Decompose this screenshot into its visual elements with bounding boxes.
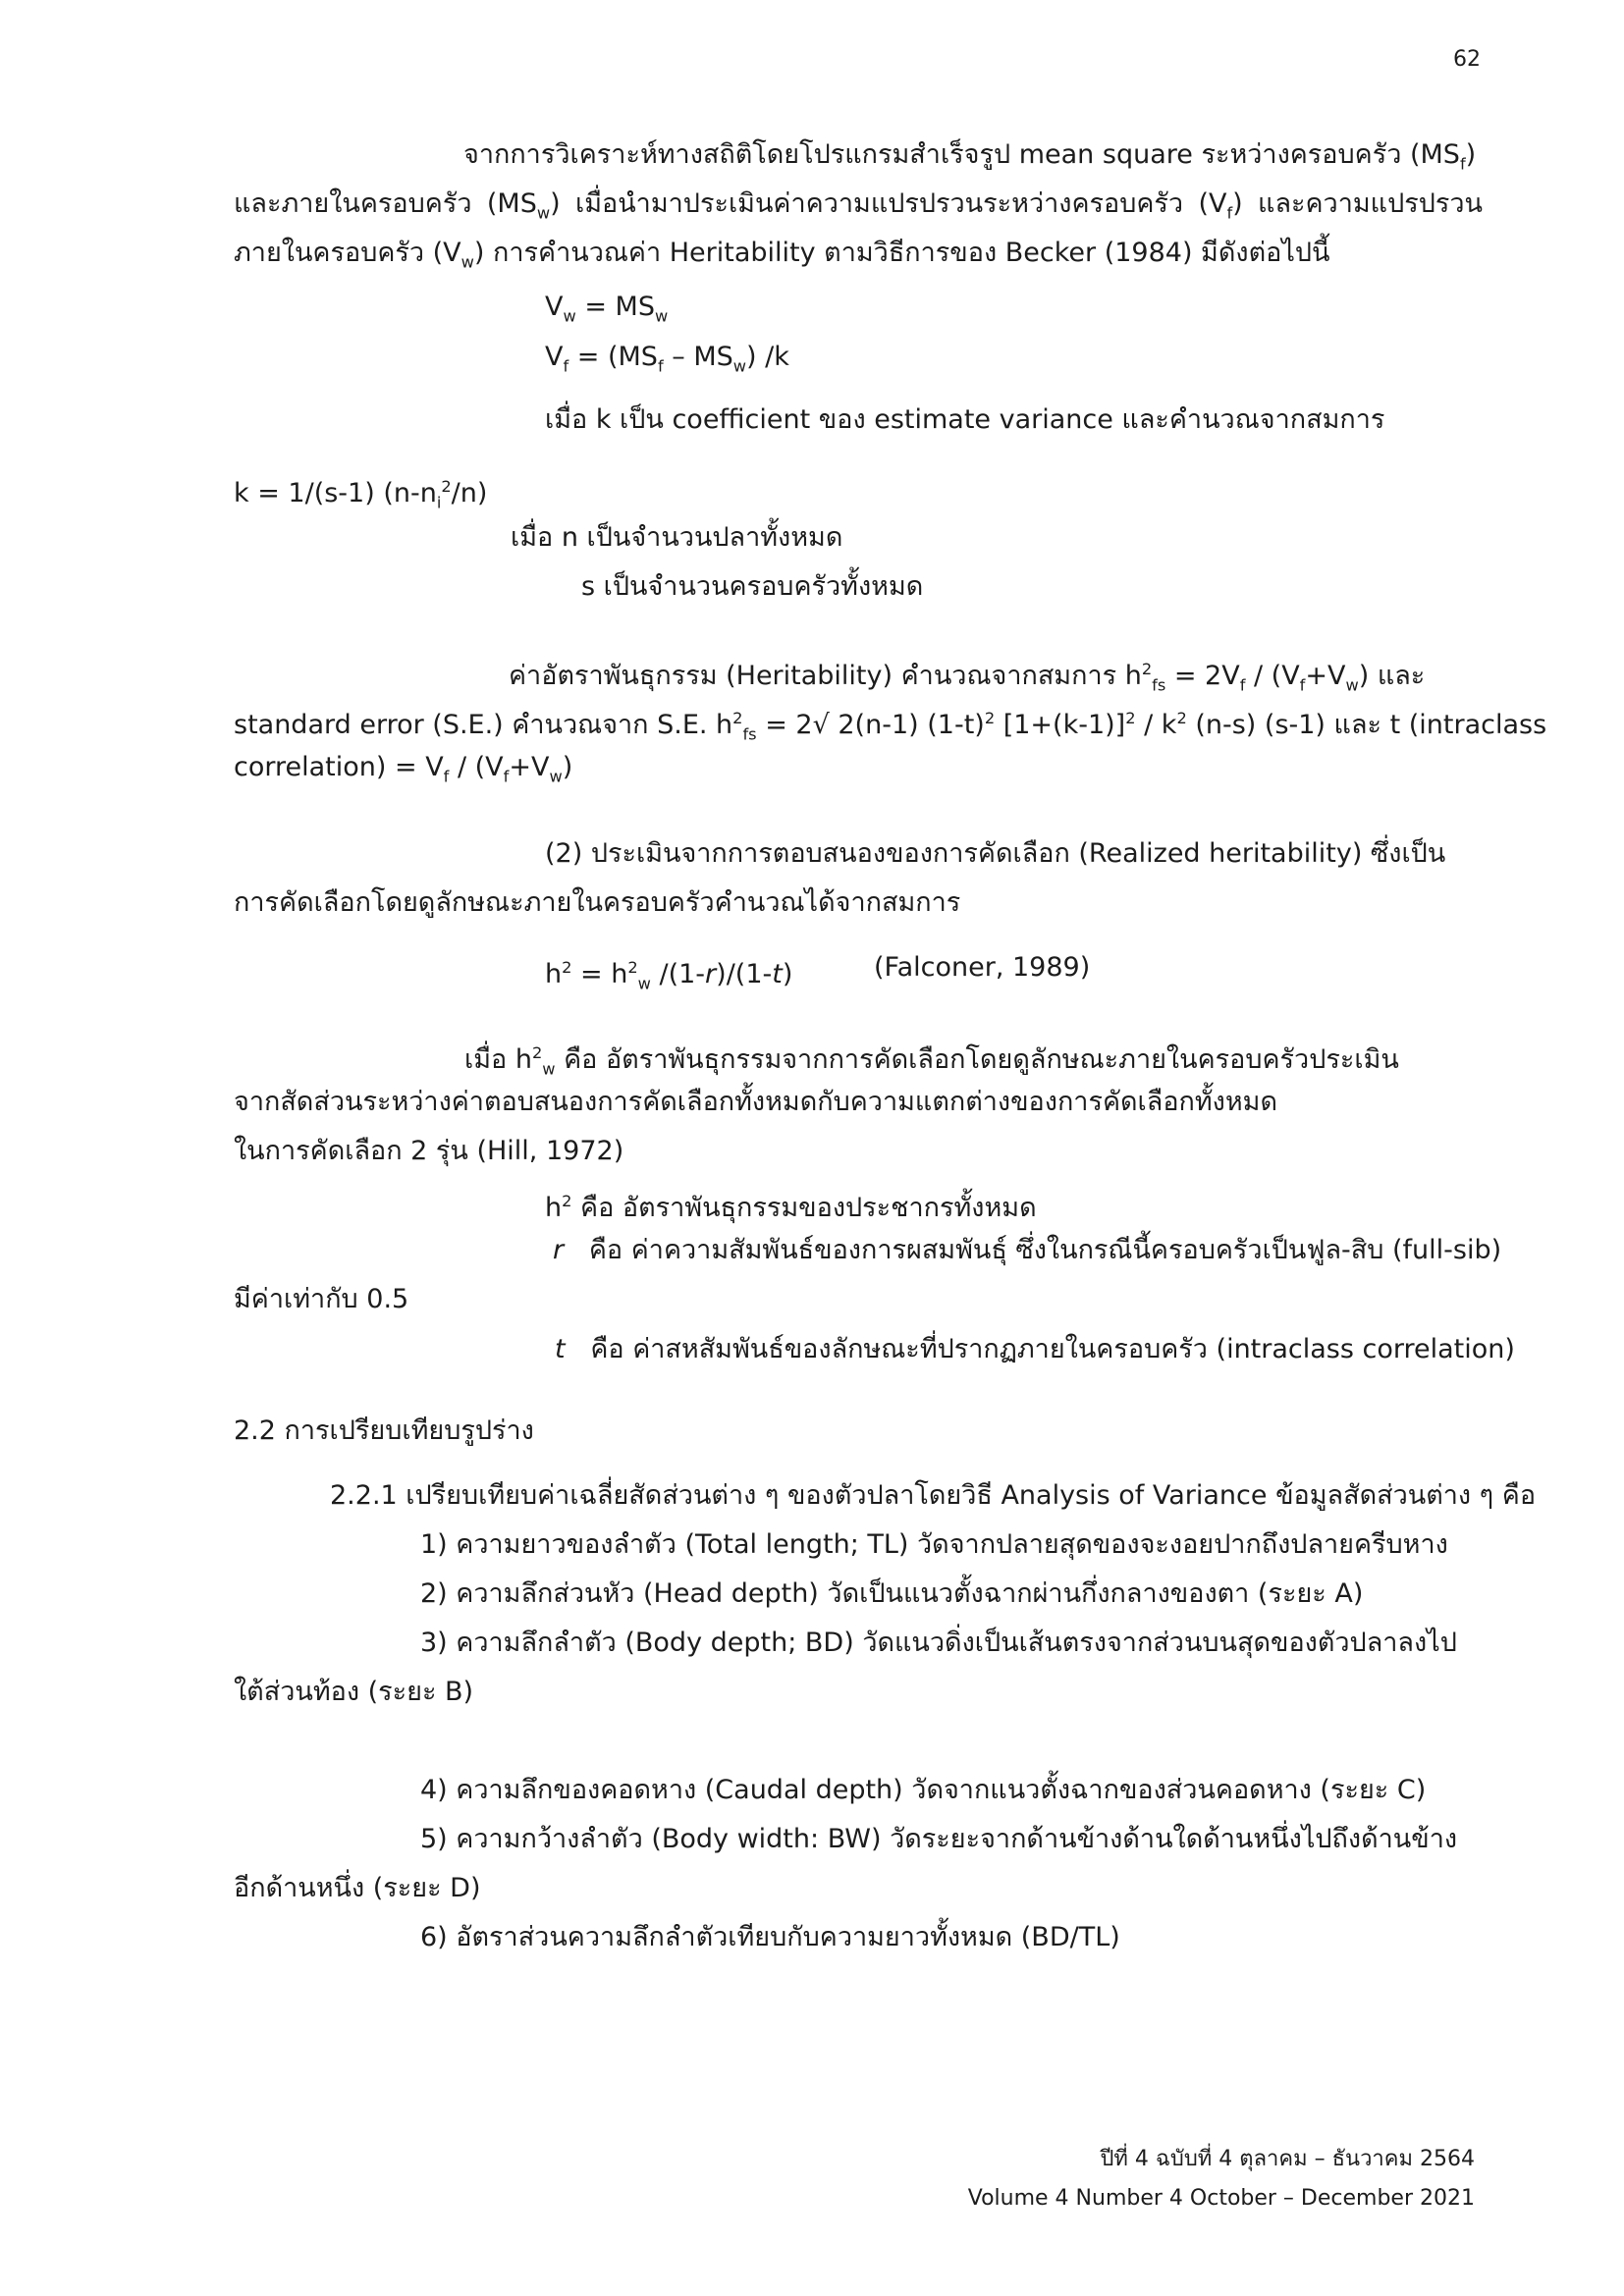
paragraph-line: standard error (S.E.) คำนวณจาก S.E. $h^2_{fs} = 2√$ 2(n-1) $(1-t)^2$ $[1+(k-1)]^2 / k^2$ (n-s) (s-1) และ t (intraclass <box>234 709 1547 744</box>
list-item: 1) ความยาวของลำตัว (Total length; TL) วัดจากปลายสุดของจะงอยปากถึงปลายครีบหาง <box>420 1529 1448 1560</box>
equation: $V_f = (MS_f - MS_w)$ /k <box>545 342 789 376</box>
paragraph-line: correlation) = $V_f / (V_f+V_w)$ <box>234 752 573 786</box>
paragraph-line: (2) ประเมินจากการตอบสนองของการคัดเลือก (Realized heritability) ซึ่งเป็น <box>545 838 1446 869</box>
equation: $V_w = MS_w$ <box>545 292 669 326</box>
list-item: 5) ความกว้างลำตัว (Body width: BW) วัดระยะจากด้านข้างด้านใดด้านหนึ่งไปถึงด้านข้าง <box>420 1824 1458 1854</box>
list-item: อีกด้านหนึ่ง (ระยะ D) <box>234 1873 481 1903</box>
paragraph-line: จากการวิเคราะห์ทางสถิติโดยโปรแกรมสำเร็จรูป mean square ระหว่างครอบครัว $(MS_f)$ <box>463 139 1477 174</box>
paragraph-line: การคัดเลือกโดยดูลักษณะภายในครอบครัวคำนวณได้จากสมการ <box>234 887 961 918</box>
subsection-heading: 2.2.1 เปรียบเทียบค่าเฉลี่ยสัดส่วนต่าง ๆ ของตัวปลาโดยวิธี Analysis of Variance ข้อมูลสัดส่วนต่าง ๆ คือ <box>330 1480 1537 1511</box>
paragraph-line: เมื่อ n เป็นจำนวนปลาทั้งหมด <box>511 522 843 553</box>
section-heading: 2.2 การเปรียบเทียบรูปร่าง <box>234 1415 534 1446</box>
footer-thai: ปีที่ 4 ฉบับที่ 4 ตุลาคม – ธันวาคม 2564 <box>1100 2147 1475 2171</box>
footer-english: Volume 4 Number 4 October – December 2021 <box>967 2186 1475 2211</box>
definition-line: $h^2$ คือ อัตราพันธุกรรมของประชากรทั้งหมด <box>545 1192 1037 1223</box>
paragraph-line: เมื่อ k เป็น coefficient ของ estimate variance และคำนวณจากสมการ <box>545 404 1385 435</box>
list-item: 3) ความลึกลำตัว (Body depth; BD) วัดแนวดิ่งเป็นเส้นตรงจากส่วนบนสุดของตัวปลาลงไป <box>420 1628 1457 1658</box>
paragraph-line: เมื่อ $h^2_w$ คือ อัตราพันธุกรรมจากการคัดเลือกโดยดูลักษณะภายในครอบครัวประเมิน <box>464 1043 1399 1079</box>
paragraph-line: ภายในครอบครัว $(V_w)$ การคำนวณค่า Heritability ตามวิธีการของ Becker (1984) มีดังต่อไปนี้ <box>234 238 1330 272</box>
list-item: 4) ความลึกของคอดหาง (Caudal depth) วัดจากแนวตั้งฉากของส่วนคอดหาง (ระยะ C) <box>420 1775 1427 1805</box>
definition-line: r คือ ค่าความสัมพันธ์ของการผสมพันธุ์ ซึ่งในกรณีนี้ครอบครัวเป็นฟูล-สิบ (full-sib) <box>553 1235 1502 1265</box>
equation: $h^2 = h^2_w$ /(1-r)/(1-t) <box>545 958 793 993</box>
paragraph-line: จากสัดส่วนระหว่างค่าตอบสนองการคัดเลือกทั้งหมดกับความแตกต่างของการคัดเลือกทั้งหมด <box>234 1087 1277 1117</box>
page-number: 62 <box>1453 47 1481 72</box>
citation: (Falconer, 1989) <box>874 952 1091 983</box>
paragraph-line: มีค่าเท่ากับ 0.5 <box>234 1284 409 1314</box>
equation: k = 1/(s-1) $(n-n_i^2/n)$ <box>234 477 488 512</box>
list-item: ใต้ส่วนท้อง (ระยะ B) <box>234 1677 474 1707</box>
definition-line: t คือ ค่าสหสัมพันธ์ของลักษณะที่ปรากฏภายในครอบครัว (intraclass correlation) <box>555 1334 1515 1364</box>
paragraph-line: s เป็นจำนวนครอบครัวทั้งหมด <box>581 571 924 602</box>
paragraph-line: ค่าอัตราพันธุกรรม (Heritability) คำนวณจากสมการ $h^2_{fs} = 2V_f / (V_f+V_w)$ และ <box>509 660 1426 695</box>
paragraph-line: และภายในครอบครัว $(MS_w)$ เมื่อนำมาประเมินค่าความแปรปรวนระหว่างครอบครัว $(V_f)$ และความแปรปรวน <box>234 188 1483 223</box>
list-item: 2) ความลึกส่วนหัว (Head depth) วัดเป็นแนวตั้งฉากผ่านกึ่งกลางของตา (ระยะ A) <box>420 1578 1364 1609</box>
paragraph-line: ในการคัดเลือก 2 รุ่น (Hill, 1972) <box>234 1136 624 1166</box>
list-item: 6) อัตราส่วนความลึกลำตัวเทียบกับความยาวทั้งหมด (BD/TL) <box>420 1922 1120 1952</box>
